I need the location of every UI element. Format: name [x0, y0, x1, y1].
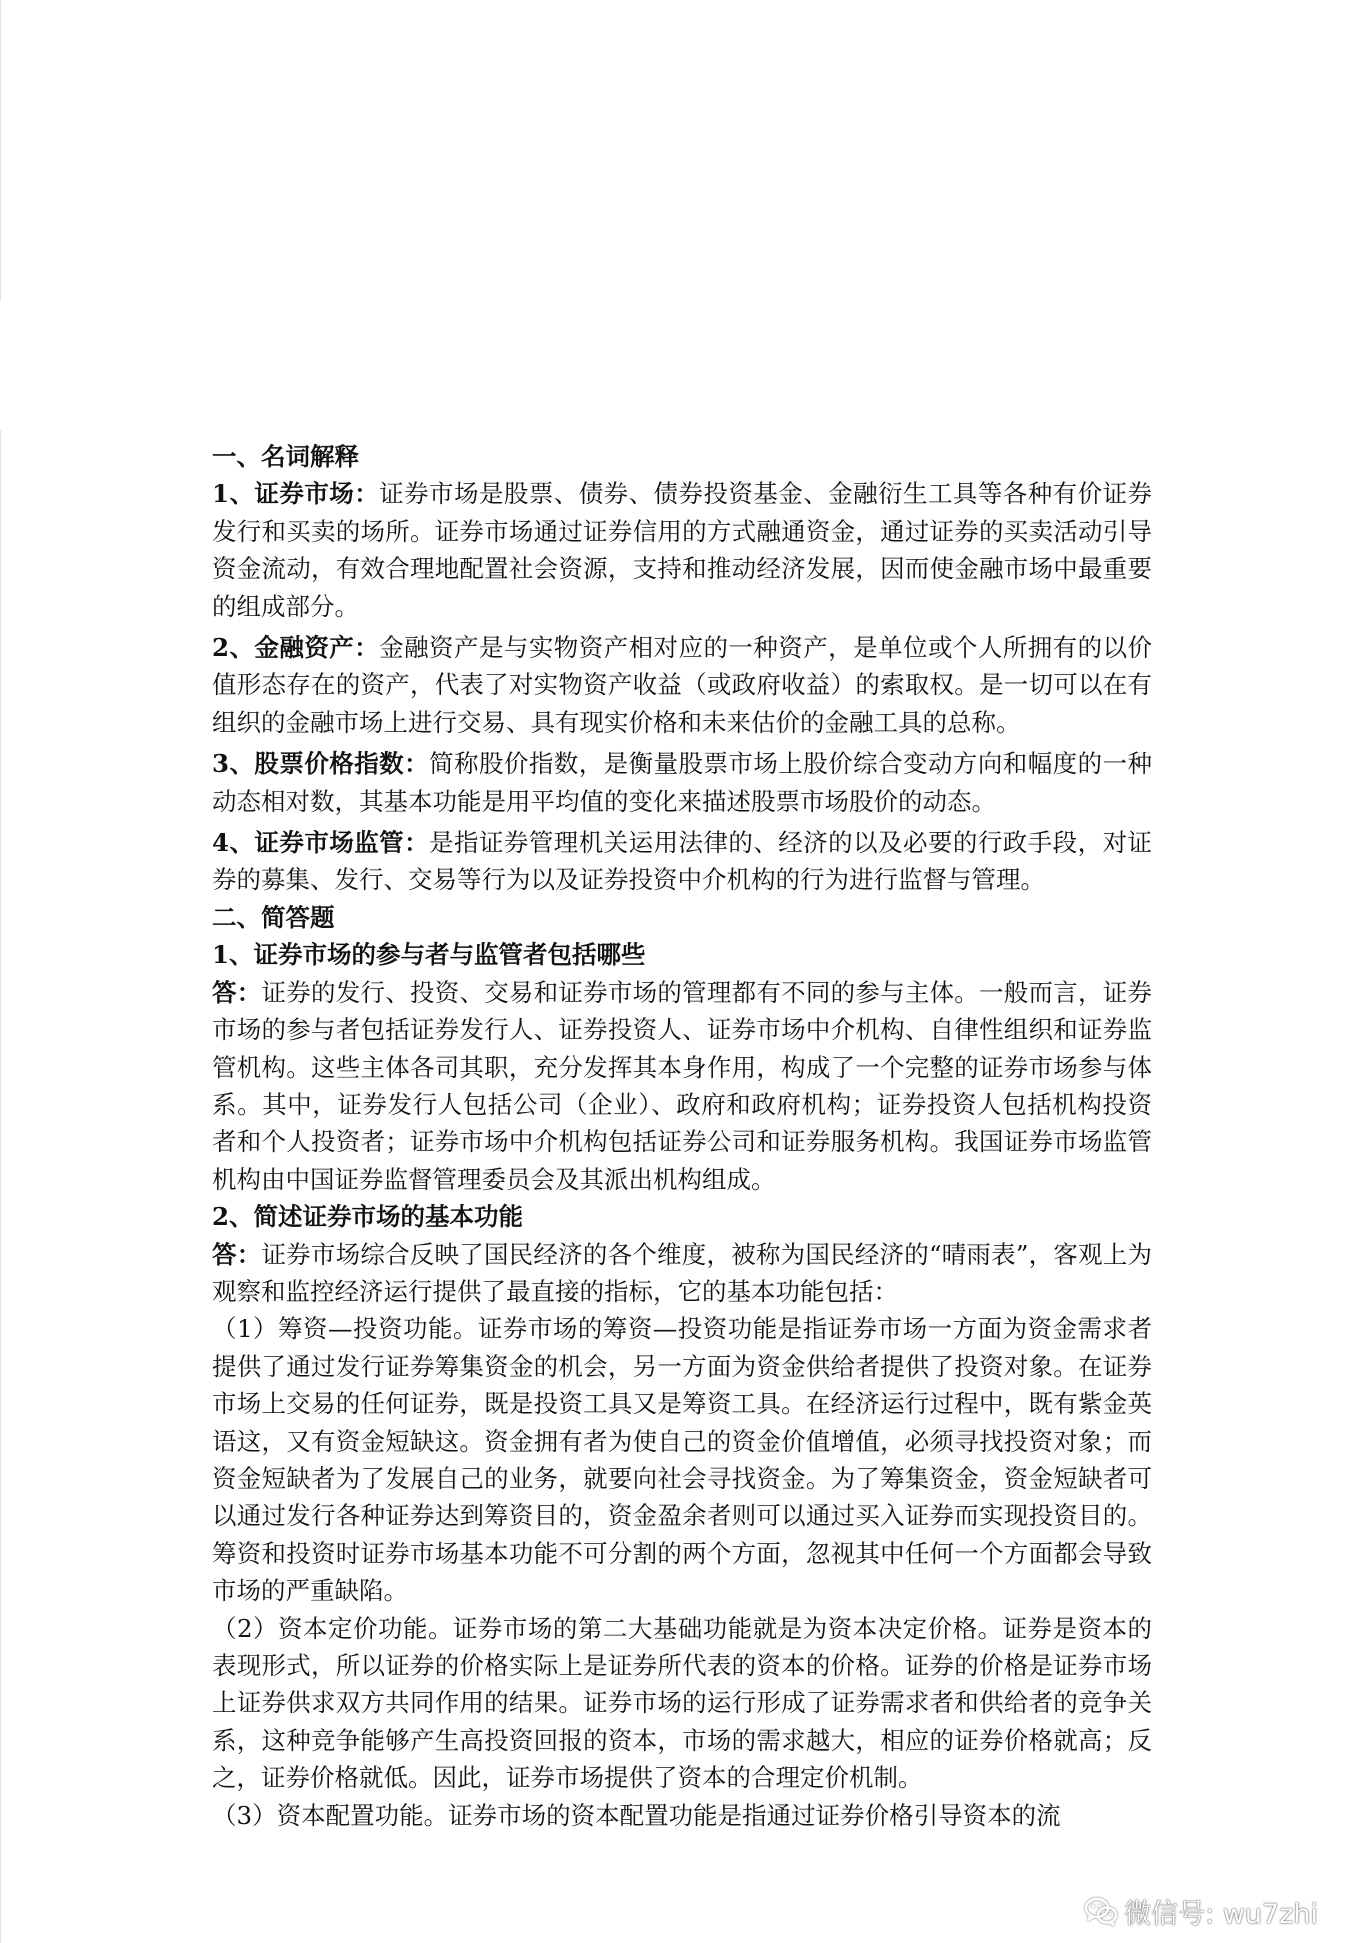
- watermark-text: 微信号: wu7zhi: [1124, 1898, 1318, 1930]
- section-heading-glossary: 一、名词解释: [212, 442, 359, 471]
- term-label: 1、证券市场：: [212, 479, 380, 509]
- wechat-icon: [1084, 1896, 1118, 1926]
- term-stock-price-index: [212, 745, 1152, 820]
- section-heading-short-answer: 二、简答题: [212, 902, 335, 932]
- question-1-answer: [212, 974, 1152, 1198]
- wechat-watermark: [1084, 1894, 1318, 1928]
- term-label: 3、股票价格指数：: [212, 749, 430, 779]
- function-item-2: （2）资本定价功能。证券市场的第二大基础功能就是为资本决定价格。证券是资本的表现形式，所以证券的价格实际上是证券所代表的资本的价格。证券的价格是证券市场上证券供求双方共同作用的结果。证券市场的运行形成了证券需求者和供给者的竞争关系，这种竞争能够产生高投资回报的资本，市场的需求越大，相应的证券价格就高；反之，证券价格就低。因此，证券市场提供了资本的合理定价机制。: [212, 1613, 1152, 1793]
- function-item-3: （3）资本配置功能。证券市场的资本配置功能是指通过证券价格引导资本的流: [212, 1800, 1061, 1830]
- answer-text: 证券的发行、投资、交易和证券市场的管理都有不同的参与主体。一般而言，证券市场的参与者包括证券发行人、证券投资人、证券市场中介机构、自律性组织和证券监管机构。这些主体各司其职，充分发挥其本身作用，构成了一个完整的证券市场参与体系。其中，证券发行人包括公司（企业）、政府和政府机构；证券投资人包括机构投资者和个人投资者；证券市场中介机构包括证券公司和证券服务机构。我国证券市场监管机构由中国证券监督管理委员会及其派出机构组成。: [212, 977, 1153, 1194]
- term-financial-assets: [212, 629, 1152, 741]
- term-definition: 是指证券管理机关运用法律的、经济的以及必要的行政手段，对证券的募集、发行、交易等行为以及证券投资中介机构的行为进行监督与管理。: [212, 828, 1153, 895]
- question-1-title: 1、证券市场的参与者与监管者包括哪些: [212, 940, 646, 970]
- answer-label: 答：: [212, 977, 262, 1007]
- term-definition: 金融资产是与实物资产相对应的一种资产，是单位或个人所拥有的以价值形态存在的资产，代表了对实物资产收益（或政府收益）的索取权。是一切可以在有组织的金融市场上进行交易、具有现实价格和未来估价的金融工具的总称。: [212, 633, 1153, 737]
- document-body: [212, 438, 1152, 1834]
- term-definition: 证券市场是股票、债券、债券投资基金、金融衍生工具等各种有价证券发行和买卖的场所。证券市场通过证券信用的方式融通资金，通过证券的买卖活动引导资金流动，有效合理地配置社会资源，支持和推动经济发展，因而使金融市场中最重要的组成部分。: [212, 479, 1153, 621]
- answer-label: 答：: [212, 1239, 262, 1269]
- page-edge-line-bottom: [0, 430, 1, 1943]
- question-2-title: 2、简述证券市场的基本功能: [212, 1202, 524, 1232]
- function-item-1: （1）筹资—投资功能。证券市场的筹资—投资功能是指证券市场一方面为资金需求者提供了通过发行证券筹集资金的机会，另一方面为资金供给者提供了投资对象。在证券市场上交易的任何证券，既是投资工具又是筹资工具。在经济运行过程中，既有紫金英语这，又有资金短缺这。资金拥有者为使自己的资金价值增值，必须寻找投资对象；而资金短缺者为了发展自己的业务，就要向社会寻找资金。为了筹集资金，资金短缺者可以通过发行各种证券达到筹资目的，资金盈余者则可以通过买入证券而实现投资目的。筹资和投资时证券市场基本功能不可分割的两个方面，忽视其中任何一个方面都会导致市场的严重缺陷。: [212, 1314, 1152, 1606]
- term-label: 2、金融资产：: [212, 633, 380, 663]
- page-edge-line-top: [0, 0, 1, 300]
- answer-text: 证券市场综合反映了国民经济的各个维度，被称为国民经济的“晴雨表”，客观上为观察和监控经济运行提供了最直接的指标，它的基本功能包括：: [212, 1239, 1153, 1306]
- term-securities-market: [212, 475, 1152, 625]
- term-market-regulation: [212, 824, 1152, 899]
- term-label: 4、证券市场监管：: [212, 828, 430, 858]
- question-2-answer: [212, 1236, 1152, 1311]
- term-definition: 简称股价指数，是衡量股票市场上股价综合变动方向和幅度的一种动态相对数，其基本功能是用平均值的变化来描述股票市场股价的动态。: [212, 749, 1153, 816]
